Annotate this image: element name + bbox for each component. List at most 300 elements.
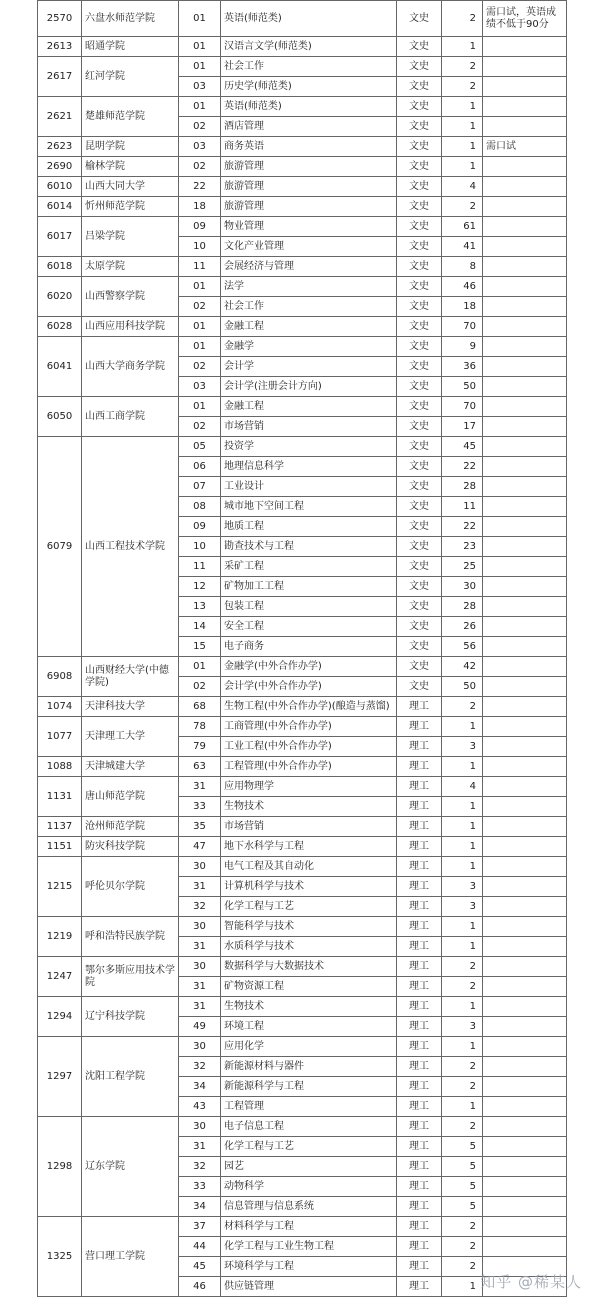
major-code-cell: 30	[179, 1117, 221, 1137]
count-cell: 1	[442, 1277, 483, 1297]
admission-table	[37, 0, 567, 1297]
note-cell	[483, 477, 567, 497]
school-name-cell: 天津科技大学	[82, 697, 179, 717]
major-code-cell: 01	[179, 657, 221, 677]
note-cell	[483, 1197, 567, 1217]
school-code-cell: 2621	[38, 97, 82, 137]
note-cell	[483, 697, 567, 717]
major-code-cell: 03	[179, 77, 221, 97]
school-code-cell: 1131	[38, 777, 82, 817]
category-cell: 理工	[397, 1097, 442, 1117]
category-cell: 文史	[397, 477, 442, 497]
school-name-cell: 忻州师范学院	[82, 197, 179, 217]
count-cell: 9	[442, 337, 483, 357]
note-cell	[483, 417, 567, 437]
major-code-cell: 11	[179, 257, 221, 277]
note-cell	[483, 1057, 567, 1077]
school-code-cell: 6050	[38, 397, 82, 437]
major-code-cell: 01	[179, 97, 221, 117]
category-cell: 理工	[397, 877, 442, 897]
count-cell: 1	[442, 717, 483, 737]
major-code-cell: 32	[179, 1157, 221, 1177]
major-name-cell: 工业设计	[221, 477, 397, 497]
table-row	[38, 1, 567, 37]
table-row	[38, 197, 567, 217]
school-name-cell: 山西警察学院	[82, 277, 179, 317]
note-cell	[483, 1017, 567, 1037]
count-cell: 2	[442, 1217, 483, 1237]
count-cell: 1	[442, 1097, 483, 1117]
count-cell: 2	[442, 1237, 483, 1257]
count-cell: 26	[442, 617, 483, 637]
category-cell: 文史	[397, 637, 442, 657]
school-code-cell: 2623	[38, 137, 82, 157]
category-cell: 文史	[397, 37, 442, 57]
note-cell	[483, 217, 567, 237]
major-code-cell: 15	[179, 637, 221, 657]
school-code-cell: 1215	[38, 857, 82, 917]
school-name-cell: 太原学院	[82, 257, 179, 277]
school-name-cell: 红河学院	[82, 57, 179, 97]
table-row	[38, 137, 567, 157]
major-name-cell: 金融工程	[221, 317, 397, 337]
school-name-cell: 鄂尔多斯应用技术学院	[82, 957, 179, 997]
major-code-cell: 01	[179, 317, 221, 337]
major-code-cell: 10	[179, 537, 221, 557]
category-cell: 文史	[397, 497, 442, 517]
category-cell: 文史	[397, 177, 442, 197]
count-cell: 1	[442, 817, 483, 837]
major-code-cell: 08	[179, 497, 221, 517]
note-cell	[483, 1177, 567, 1197]
school-name-cell: 山西工商学院	[82, 397, 179, 437]
major-name-cell: 计算机科学与技术	[221, 877, 397, 897]
count-cell: 2	[442, 1077, 483, 1097]
note-cell	[483, 937, 567, 957]
note-cell	[483, 997, 567, 1017]
count-cell: 50	[442, 677, 483, 697]
note-cell	[483, 317, 567, 337]
table-row	[38, 817, 567, 837]
category-cell: 理工	[397, 1237, 442, 1257]
table-row	[38, 717, 567, 737]
count-cell: 22	[442, 517, 483, 537]
major-name-cell: 酒店管理	[221, 117, 397, 137]
major-name-cell: 法学	[221, 277, 397, 297]
major-name-cell: 环境工程	[221, 1017, 397, 1037]
major-name-cell: 金融工程	[221, 397, 397, 417]
school-code-cell: 1294	[38, 997, 82, 1037]
table-row	[38, 757, 567, 777]
note-cell: 需口试	[483, 137, 567, 157]
school-name-cell: 辽东学院	[82, 1117, 179, 1217]
table-row	[38, 317, 567, 337]
major-code-cell: 34	[179, 1077, 221, 1097]
note-cell	[483, 437, 567, 457]
count-cell: 1	[442, 997, 483, 1017]
count-cell: 18	[442, 297, 483, 317]
count-cell: 1	[442, 857, 483, 877]
count-cell: 1	[442, 37, 483, 57]
count-cell: 1	[442, 837, 483, 857]
major-code-cell: 12	[179, 577, 221, 597]
count-cell: 11	[442, 497, 483, 517]
category-cell: 文史	[397, 517, 442, 537]
major-name-cell: 地理信息科学	[221, 457, 397, 477]
category-cell: 文史	[397, 397, 442, 417]
note-cell	[483, 1097, 567, 1117]
school-name-cell: 榆林学院	[82, 157, 179, 177]
category-cell: 理工	[397, 957, 442, 977]
category-cell: 文史	[397, 77, 442, 97]
category-cell: 理工	[397, 1057, 442, 1077]
major-name-cell: 新能源科学与工程	[221, 1077, 397, 1097]
count-cell: 1	[442, 797, 483, 817]
table-row	[38, 957, 567, 977]
major-name-cell: 园艺	[221, 1157, 397, 1177]
note-cell	[483, 977, 567, 997]
major-code-cell: 43	[179, 1097, 221, 1117]
note-cell	[483, 177, 567, 197]
major-name-cell: 生物技术	[221, 797, 397, 817]
school-name-cell: 沈阳工程学院	[82, 1037, 179, 1117]
school-name-cell: 天津理工大学	[82, 717, 179, 757]
count-cell: 4	[442, 177, 483, 197]
major-code-cell: 13	[179, 597, 221, 617]
category-cell: 文史	[397, 677, 442, 697]
left-margin	[0, 0, 37, 1306]
major-code-cell: 31	[179, 937, 221, 957]
school-code-cell: 6079	[38, 437, 82, 657]
count-cell: 5	[442, 1157, 483, 1177]
major-code-cell: 01	[179, 337, 221, 357]
category-cell: 文史	[397, 617, 442, 637]
table-row	[38, 257, 567, 277]
note-cell	[483, 837, 567, 857]
school-code-cell: 6010	[38, 177, 82, 197]
major-name-cell: 市场营销	[221, 417, 397, 437]
count-cell: 2	[442, 77, 483, 97]
school-code-cell: 6020	[38, 277, 82, 317]
count-cell: 1	[442, 157, 483, 177]
category-cell: 文史	[397, 197, 442, 217]
school-code-cell: 6028	[38, 317, 82, 337]
major-name-cell: 社会工作	[221, 57, 397, 77]
major-name-cell: 会计学	[221, 357, 397, 377]
table-row	[38, 97, 567, 117]
category-cell: 理工	[397, 717, 442, 737]
table-row	[38, 777, 567, 797]
major-name-cell: 包装工程	[221, 597, 397, 617]
table-row	[38, 177, 567, 197]
category-cell: 文史	[397, 437, 442, 457]
school-name-cell: 营口理工学院	[82, 1217, 179, 1297]
count-cell: 2	[442, 197, 483, 217]
major-name-cell: 电子商务	[221, 637, 397, 657]
major-name-cell: 工程管理	[221, 1097, 397, 1117]
note-cell	[483, 677, 567, 697]
major-name-cell: 会计学(注册会计方向)	[221, 377, 397, 397]
category-cell: 文史	[397, 157, 442, 177]
category-cell: 理工	[397, 857, 442, 877]
category-cell: 文史	[397, 557, 442, 577]
school-code-cell: 6041	[38, 337, 82, 397]
category-cell: 文史	[397, 317, 442, 337]
school-code-cell: 2617	[38, 57, 82, 97]
category-cell: 理工	[397, 997, 442, 1017]
count-cell: 70	[442, 317, 483, 337]
major-code-cell: 31	[179, 977, 221, 997]
major-name-cell: 金融学(中外合作办学)	[221, 657, 397, 677]
major-code-cell: 03	[179, 137, 221, 157]
count-cell: 50	[442, 377, 483, 397]
count-cell: 23	[442, 537, 483, 557]
major-name-cell: 电气工程及其自动化	[221, 857, 397, 877]
school-name-cell: 天津城建大学	[82, 757, 179, 777]
count-cell: 2	[442, 957, 483, 977]
note-cell	[483, 797, 567, 817]
note-cell	[483, 277, 567, 297]
major-name-cell: 投资学	[221, 437, 397, 457]
note-cell	[483, 597, 567, 617]
major-code-cell: 32	[179, 897, 221, 917]
major-name-cell: 数据科学与大数据技术	[221, 957, 397, 977]
major-code-cell: 47	[179, 837, 221, 857]
count-cell: 1	[442, 1037, 483, 1057]
major-code-cell: 02	[179, 677, 221, 697]
school-name-cell: 山西大学商务学院	[82, 337, 179, 397]
count-cell: 45	[442, 437, 483, 457]
count-cell: 5	[442, 1197, 483, 1217]
major-name-cell: 应用化学	[221, 1037, 397, 1057]
category-cell: 文史	[397, 457, 442, 477]
note-cell	[483, 517, 567, 537]
count-cell: 5	[442, 1177, 483, 1197]
school-name-cell: 山西财经大学(中德学院)	[82, 657, 179, 697]
school-name-cell: 楚雄师范学院	[82, 97, 179, 137]
school-name-cell: 山西大同大学	[82, 177, 179, 197]
count-cell: 3	[442, 877, 483, 897]
note-cell	[483, 657, 567, 677]
table-row	[38, 1117, 567, 1137]
count-cell: 1	[442, 937, 483, 957]
major-code-cell: 01	[179, 37, 221, 57]
table-row	[38, 1217, 567, 1237]
school-code-cell: 2613	[38, 37, 82, 57]
category-cell: 理工	[397, 1017, 442, 1037]
note-cell	[483, 617, 567, 637]
note-cell	[483, 197, 567, 217]
table-row	[38, 57, 567, 77]
category-cell: 文史	[397, 117, 442, 137]
category-cell: 理工	[397, 917, 442, 937]
major-name-cell: 勘查技术与工程	[221, 537, 397, 557]
category-cell: 文史	[397, 137, 442, 157]
major-code-cell: 02	[179, 417, 221, 437]
category-cell: 理工	[397, 817, 442, 837]
major-name-cell: 生物技术	[221, 997, 397, 1017]
major-name-cell: 材料科学与工程	[221, 1217, 397, 1237]
category-cell: 理工	[397, 1077, 442, 1097]
school-name-cell: 吕梁学院	[82, 217, 179, 257]
table-row	[38, 917, 567, 937]
school-code-cell: 6018	[38, 257, 82, 277]
category-cell: 文史	[397, 257, 442, 277]
table-row	[38, 437, 567, 457]
major-name-cell: 历史学(师范类)	[221, 77, 397, 97]
category-cell: 理工	[397, 737, 442, 757]
school-code-cell: 1247	[38, 957, 82, 997]
major-name-cell: 化学工程与工艺	[221, 1137, 397, 1157]
category-cell: 理工	[397, 1037, 442, 1057]
note-cell	[483, 1157, 567, 1177]
school-code-cell: 1077	[38, 717, 82, 757]
count-cell: 1	[442, 137, 483, 157]
note-cell	[483, 397, 567, 417]
school-code-cell: 1298	[38, 1117, 82, 1217]
category-cell: 理工	[397, 757, 442, 777]
note-cell	[483, 237, 567, 257]
table-row	[38, 277, 567, 297]
count-cell: 1	[442, 757, 483, 777]
table-row	[38, 657, 567, 677]
major-name-cell: 旅游管理	[221, 177, 397, 197]
major-name-cell: 旅游管理	[221, 157, 397, 177]
table-row	[38, 157, 567, 177]
note-cell	[483, 577, 567, 597]
major-name-cell: 信息管理与信息系统	[221, 1197, 397, 1217]
count-cell: 17	[442, 417, 483, 437]
count-cell: 61	[442, 217, 483, 237]
count-cell: 22	[442, 457, 483, 477]
note-cell	[483, 1137, 567, 1157]
count-cell: 36	[442, 357, 483, 377]
school-code-cell: 1325	[38, 1217, 82, 1297]
note-cell	[483, 757, 567, 777]
note-cell	[483, 717, 567, 737]
note-cell	[483, 257, 567, 277]
note-cell	[483, 877, 567, 897]
major-code-cell: 34	[179, 1197, 221, 1217]
count-cell: 2	[442, 977, 483, 997]
major-name-cell: 英语(师范类)	[221, 97, 397, 117]
major-name-cell: 商务英语	[221, 137, 397, 157]
school-code-cell: 1297	[38, 1037, 82, 1117]
major-code-cell: 01	[179, 277, 221, 297]
note-cell	[483, 897, 567, 917]
major-code-cell: 45	[179, 1257, 221, 1277]
major-name-cell: 工程管理(中外合作办学)	[221, 757, 397, 777]
category-cell: 文史	[397, 657, 442, 677]
table-row	[38, 857, 567, 877]
category-cell: 文史	[397, 297, 442, 317]
note-cell	[483, 1237, 567, 1257]
count-cell: 42	[442, 657, 483, 677]
note-cell	[483, 1117, 567, 1137]
note-cell	[483, 957, 567, 977]
major-code-cell: 02	[179, 297, 221, 317]
count-cell: 1	[442, 117, 483, 137]
school-code-cell: 1151	[38, 837, 82, 857]
note-cell	[483, 817, 567, 837]
count-cell: 25	[442, 557, 483, 577]
note-cell	[483, 57, 567, 77]
category-cell: 文史	[397, 97, 442, 117]
school-code-cell: 1137	[38, 817, 82, 837]
major-name-cell: 汉语言文学(师范类)	[221, 37, 397, 57]
note-cell: 需口试，英语成绩不低于90分	[483, 1, 567, 37]
major-code-cell: 05	[179, 437, 221, 457]
school-name-cell: 昭通学院	[82, 37, 179, 57]
major-code-cell: 01	[179, 1, 221, 37]
count-cell: 8	[442, 257, 483, 277]
note-cell	[483, 537, 567, 557]
major-name-cell: 地质工程	[221, 517, 397, 537]
note-cell	[483, 497, 567, 517]
major-code-cell: 22	[179, 177, 221, 197]
count-cell: 2	[442, 1, 483, 37]
major-code-cell: 30	[179, 857, 221, 877]
major-name-cell: 物业管理	[221, 217, 397, 237]
category-cell: 文史	[397, 1, 442, 37]
major-code-cell: 35	[179, 817, 221, 837]
school-code-cell: 1074	[38, 697, 82, 717]
major-code-cell: 37	[179, 1217, 221, 1237]
count-cell: 28	[442, 597, 483, 617]
major-name-cell: 市场营销	[221, 817, 397, 837]
major-code-cell: 30	[179, 957, 221, 977]
major-code-cell: 09	[179, 517, 221, 537]
count-cell: 1	[442, 917, 483, 937]
table-row	[38, 837, 567, 857]
major-name-cell: 动物科学	[221, 1177, 397, 1197]
count-cell: 41	[442, 237, 483, 257]
table-row	[38, 997, 567, 1017]
count-cell: 2	[442, 1057, 483, 1077]
major-name-cell: 工业工程(中外合作办学)	[221, 737, 397, 757]
major-name-cell: 供应链管理	[221, 1277, 397, 1297]
major-code-cell: 46	[179, 1277, 221, 1297]
school-name-cell: 山西工程技术学院	[82, 437, 179, 657]
major-name-cell: 新能源材料与器件	[221, 1057, 397, 1077]
major-code-cell: 01	[179, 397, 221, 417]
category-cell: 文史	[397, 377, 442, 397]
category-cell: 理工	[397, 1277, 442, 1297]
table-row	[38, 337, 567, 357]
category-cell: 文史	[397, 597, 442, 617]
category-cell: 理工	[397, 797, 442, 817]
table-row	[38, 1037, 567, 1057]
major-code-cell: 14	[179, 617, 221, 637]
note-cell	[483, 97, 567, 117]
school-code-cell: 6017	[38, 217, 82, 257]
note-cell	[483, 297, 567, 317]
count-cell: 56	[442, 637, 483, 657]
major-name-cell: 社会工作	[221, 297, 397, 317]
school-name-cell: 六盘水师范学院	[82, 1, 179, 37]
count-cell: 28	[442, 477, 483, 497]
count-cell: 2	[442, 697, 483, 717]
school-name-cell: 呼伦贝尔学院	[82, 857, 179, 917]
major-name-cell: 生物工程(中外合作办学)(酿造与蒸馏)	[221, 697, 397, 717]
note-cell	[483, 77, 567, 97]
major-code-cell: 68	[179, 697, 221, 717]
major-code-cell: 02	[179, 357, 221, 377]
major-name-cell: 矿物加工工程	[221, 577, 397, 597]
major-code-cell: 11	[179, 557, 221, 577]
major-name-cell: 文化产业管理	[221, 237, 397, 257]
category-cell: 理工	[397, 1117, 442, 1137]
